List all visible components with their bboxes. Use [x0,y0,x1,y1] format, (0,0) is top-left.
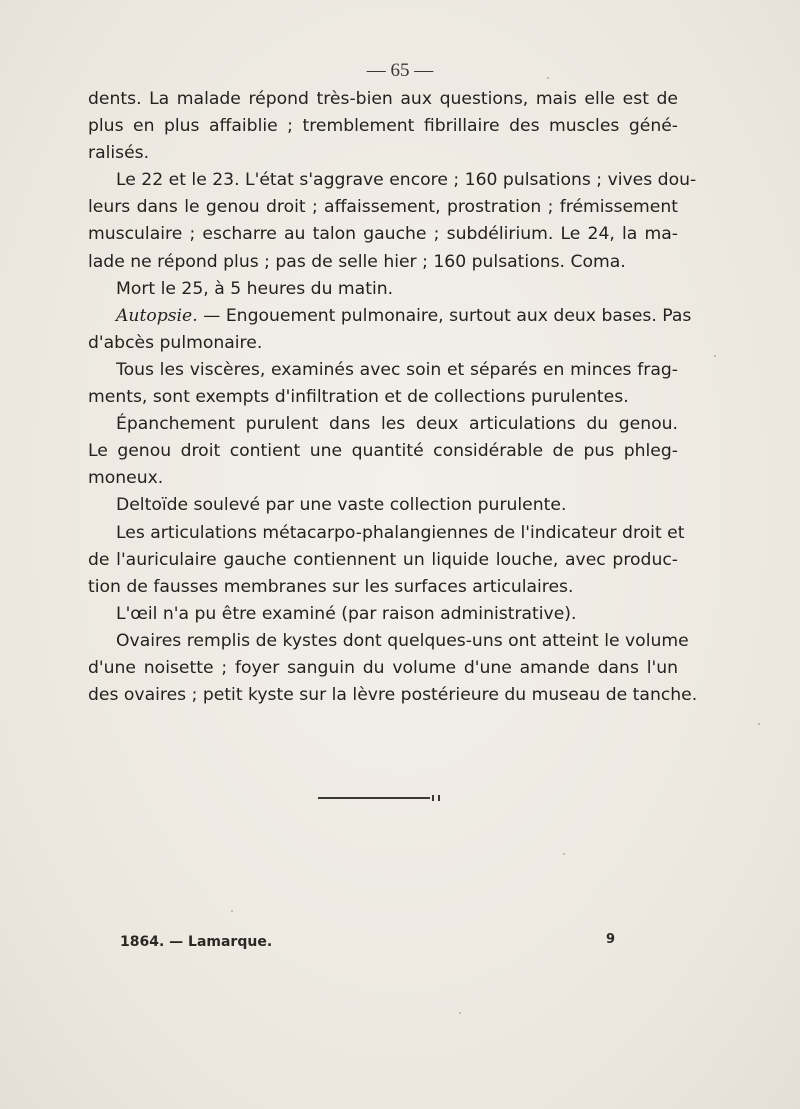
text-line: Mort le 25, à 5 heures du matin. [116,278,394,299]
paper-speck [563,853,565,855]
text-line: leurs dans le genou droit ; affaissement, prostration ; frémissement [88,197,678,218]
text-line: Le genou droit contient une quantité considérable de pus phleg- [88,441,678,462]
text-line: ralisés. [88,143,150,164]
paper-speck [547,77,549,79]
footer-signature-mark: 9 [606,932,616,947]
text-line: Les articulations métacarpo-phalangiennes de l'indicateur droit et [116,522,685,543]
text-line: Ovaires remplis de kystes dont quelques-uns ont atteint le volume [116,630,689,651]
ornament-tail [432,795,440,801]
paper-speck [714,355,716,357]
text-line: lade ne répond plus ; pas de selle hier ; 160 pulsations. Coma. [88,251,626,272]
paper-speck [758,723,760,725]
footer-signature: 1864. — Lamarque. [120,934,273,950]
text-line: d'une noisette ; foyer sanguin du volume d'une amande dans l'un [88,657,678,678]
text-line: ments, sont exempts d'infiltration et de collections purulentes. [88,387,629,408]
page-number: — 65 — [366,60,434,81]
autopsie-line [88,303,692,330]
paper-speck [459,1012,461,1014]
text-line: de l'auriculaire gauche contiennent un liquide louche, avec produc- [88,549,678,570]
text-line: Deltoïde soulevé par une vaste collection purulente. [116,495,567,516]
paper-speck [231,910,233,912]
text-line: L'œil n'a pu être examiné (par raison administrative). [116,603,577,624]
text-line: plus en plus affaiblie ; tremblement fibrillaire des muscles géné- [88,116,678,137]
autopsie-label: Autopsie. [116,305,198,326]
ornament-bar [318,797,430,799]
text-line: Épanchement purulent dans les deux articulations du genou. [116,414,678,435]
autopsie-text: — Engouement pulmonaire, surtout aux deux bases. Pas [203,305,692,326]
text-line: moneux. [88,468,164,489]
text-line: tion de fausses membranes sur les surfaces articulaires. [88,576,574,597]
text-line: d'abcès pulmonaire. [88,332,263,353]
text-line: dents. La malade répond très-bien aux questions, mais elle est de [88,89,678,109]
text-line: Tous les viscères, examinés avec soin et séparés en minces frag- [116,359,678,380]
body-text [88,86,698,709]
section-ornament [318,795,440,801]
text-line: des ovaires ; petit kyste sur la lèvre postérieure du museau de tanche. [88,685,698,706]
text-line: musculaire ; escharre au talon gauche ; subdélirium. Le 24, la ma- [88,224,678,245]
text-line: Le 22 et le 23. L'état s'aggrave encore ; 160 pulsations ; vives dou- [116,170,697,191]
